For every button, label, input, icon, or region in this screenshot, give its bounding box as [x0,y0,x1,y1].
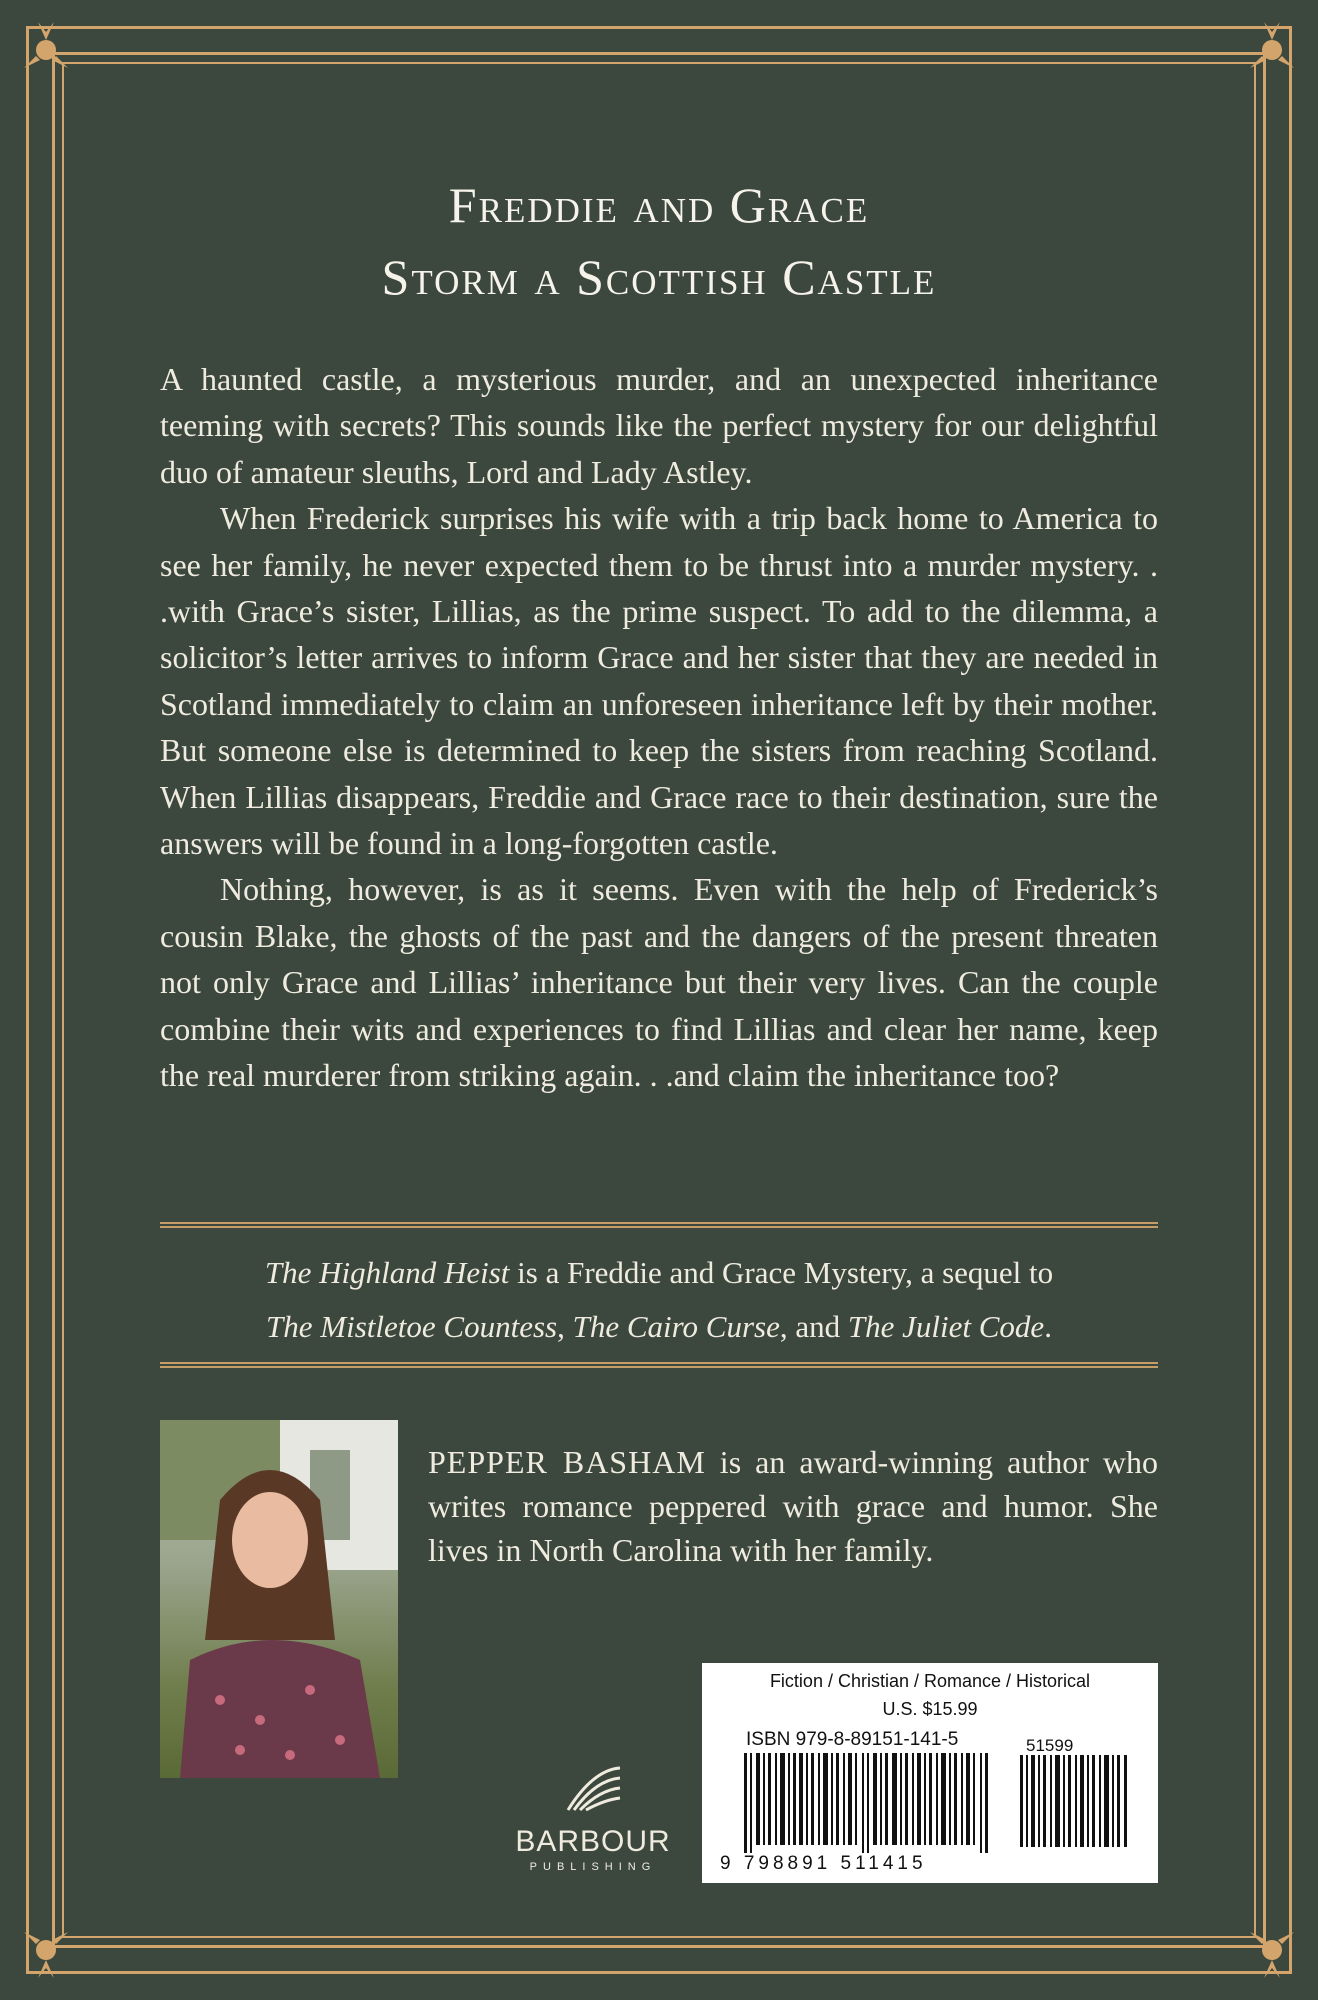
author-bio [428,1440,1158,1572]
series-separator: , [557,1309,573,1344]
retail-price: U.S. $15.99 [882,1699,978,1719]
blurb-paragraph-1: A haunted castle, a mysterious murder, and an unexpected inheritance teeming with secrets? This sounds like the perfect mystery for our delightful duo of amateur sleuths, Lord and Lady Astley. [160,361,1158,490]
blurb-paragraph-3: Nothing, however, is as it seems. Even with the help of Frederick’s cousin Blake, the ghosts of the past and the dangers of the present threaten not only Grace and Lillias’ inheritance but their very lives. Can the couple combine their wits and experiences to find Lillias and clear her name, keep the real murderer from striking again. . .and claim the inheritance too? [160,871,1158,1094]
author-photo [160,1420,398,1778]
publisher-logo [508,1760,678,1873]
divider-top [160,1222,1158,1228]
barcode-panel [702,1663,1158,1883]
price-barcode [1020,1755,1130,1847]
author-name: PEPPER BASHAM [428,1444,706,1480]
series-end: . [1044,1309,1052,1344]
author-bio-text: is an award-winning author who writes romance peppered with grace and humor. She lives in North Carolina with her family. [428,1444,1159,1568]
publisher-name: BARBOUR [515,1825,671,1858]
prior-book-2: The Cairo Curse [572,1309,780,1344]
thistle-ornament-icon [14,14,78,78]
thistle-ornament-icon [1240,1922,1304,1986]
headline-line-2: Storm a Scottish Castle [381,249,937,305]
prior-book-3: The Juliet Code [847,1309,1045,1344]
thistle-ornament-icon [14,1922,78,1986]
isbn-barcode [744,1753,994,1853]
barcode-digits: 9 798891 511415 [720,1853,927,1874]
blurb-paragraph-2: When Frederick surprises his wife with a trip back home to America to see her family, he never expected them to be thrust into a murder mystery. . .with Grace’s sister, Lillias, as the prime suspect. To add to the dilemma, a solicitor’s letter arrives to inform Grace and her sister that they are needed in Scotland immediately to claim an unforeseen inheritance left by their mother. But someone else is determined to keep the sisters from reaching Scotland. When Lillias disappears, Freddie and Grace race to their destination, sure the answers will be found in a long-forgotten castle. [160,500,1158,862]
author-portrait-image [160,1420,398,1778]
series-book-title: The Highland Heist [264,1255,510,1290]
series-note [160,1246,1158,1354]
divider-bottom [160,1362,1158,1368]
series-text: is a Freddie and Grace Mystery, a sequel to [509,1255,1054,1290]
publisher-subtitle: PUBLISHING [529,1861,657,1873]
series-separator: , and [779,1309,848,1344]
thistle-ornament-icon [1240,14,1304,78]
book-pages-icon [558,1760,628,1816]
blurb [160,356,1158,1099]
prior-book-1: The Mistletoe Countess [266,1309,558,1344]
isbn-label: ISBN 979-8-89151-141-5 [746,1729,959,1750]
bisac-category: Fiction / Christian / Romance / Historical [769,1671,1091,1691]
price-addon-code: 51599 [1026,1736,1074,1755]
headline-line-1: Freddie and Grace [448,177,870,233]
